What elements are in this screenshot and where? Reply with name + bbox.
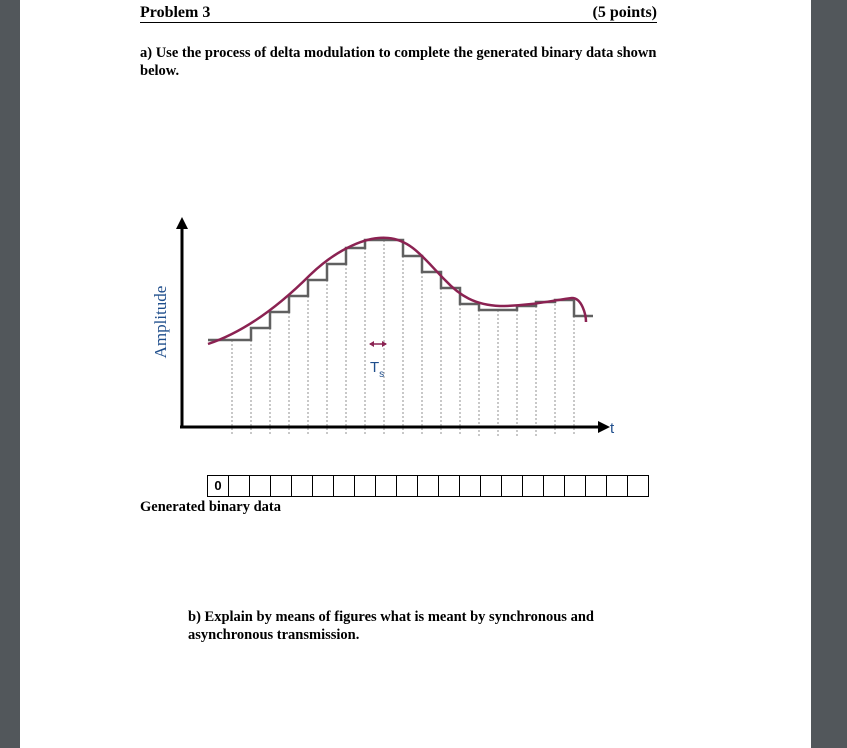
binary-cell[interactable]: 0 [208, 476, 229, 496]
binary-cell[interactable] [607, 476, 628, 496]
generated-binary-data-label: Generated binary data [140, 499, 281, 515]
ts-arrow-left-head [369, 341, 374, 347]
binary-cell[interactable] [292, 476, 313, 496]
question-b: b) Explain by means of figures what is meant by synchronous and asynchronous transmission. [188, 609, 594, 643]
x-axis-label: t [610, 420, 615, 437]
binary-cell[interactable] [544, 476, 565, 496]
binary-cell[interactable] [439, 476, 460, 496]
y-axis-arrow [176, 217, 188, 229]
binary-cell[interactable] [523, 476, 544, 496]
ts-label [370, 359, 384, 380]
binary-cell[interactable] [313, 476, 334, 496]
binary-cell[interactable] [229, 476, 250, 496]
y-axis-label: Amplitude [151, 285, 170, 359]
ts-label-subscript: s [379, 369, 385, 380]
binary-cell[interactable] [376, 476, 397, 496]
problem-title: Problem 3 [140, 4, 211, 21]
sample-gridlines [232, 240, 574, 436]
problem-points: (5 points) [592, 4, 657, 21]
ts-label-main: T [370, 359, 380, 376]
binary-data-row [207, 475, 649, 497]
binary-cell[interactable] [334, 476, 355, 496]
binary-cell[interactable] [271, 476, 292, 496]
binary-cell[interactable] [397, 476, 418, 496]
x-axis-arrow [598, 421, 610, 433]
document-page [20, 0, 811, 748]
binary-cell[interactable] [418, 476, 439, 496]
binary-cell[interactable] [250, 476, 271, 496]
binary-cell[interactable] [481, 476, 502, 496]
staircase-approximation [208, 240, 593, 340]
binary-cell[interactable] [628, 476, 649, 496]
question-a: a) Use the process of delta modulation to complete the generated binary data shown below. [140, 45, 657, 79]
binary-cell[interactable] [565, 476, 586, 496]
binary-cell[interactable] [502, 476, 523, 496]
binary-cell[interactable] [586, 476, 607, 496]
binary-cell[interactable] [460, 476, 481, 496]
ts-arrow-right-head [382, 341, 387, 347]
binary-cell[interactable] [355, 476, 376, 496]
